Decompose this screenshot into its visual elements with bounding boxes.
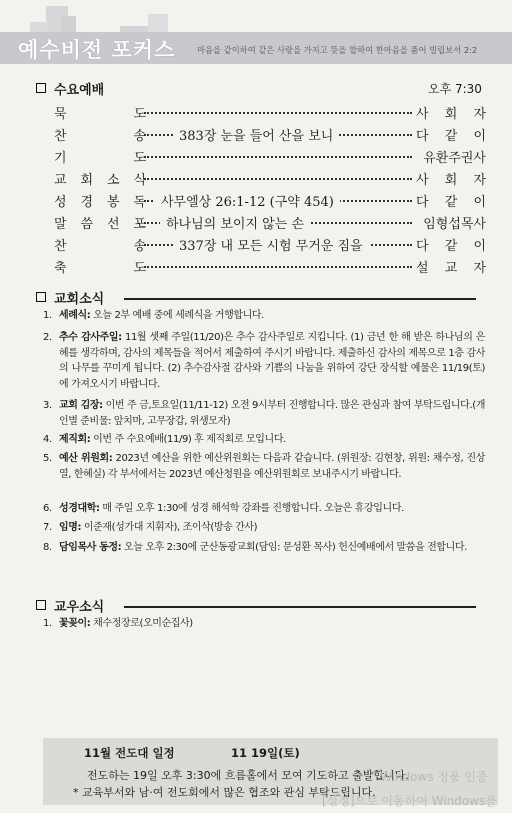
news-text: 채수정장로(오미순집사): [90, 618, 193, 629]
news-text: 오늘 2부 예배 중에 세례식을 거행합니다.: [90, 310, 264, 321]
news-number: 4.: [43, 434, 52, 445]
checkbox-icon: [36, 83, 46, 93]
news-title: 꽃꽂이:: [59, 618, 91, 629]
news-body: [59, 501, 485, 517]
news-title: 임명:: [59, 522, 82, 533]
worship-label: 성 경 봉 독: [54, 195, 146, 210]
news-text: 2023년 예산을 위한 예산위원회는 다음과 같습니다. (위원장: 김현창, 위원: 채수정, 진상열, 한혜실) 각 부서에서는 2023년 예산청원을 예산위원회로 보내주시기 바랍니다.: [59, 453, 485, 480]
watermark-line: [설정]으로 이동하여 Windows를: [322, 794, 497, 808]
leader-dots: [144, 112, 412, 114]
news-title: 교회 김장:: [59, 400, 103, 411]
watermark-line: Windows 정품 인증: [380, 770, 488, 784]
worship-person: 다 같 이: [416, 239, 486, 254]
worship-label: 교 회 소 식: [54, 173, 146, 188]
worship-label: 찬 송: [54, 129, 146, 144]
worship-time: 오후 7:30: [428, 82, 482, 96]
worship-person: 사 회 자: [416, 107, 486, 122]
checkbox-icon: [36, 600, 46, 610]
header-slogan: 마음을 같이하여 같은 사랑을 가지고 뜻을 합하여 한마음을 품어 빌립보서 2:2: [197, 45, 478, 55]
leader-dots: [144, 266, 412, 268]
news-text: 이번 주 금,토요일(11/11-12) 오전 9시부터 진행합니다. 많은 관심과 참여 부탁드립니다.(개인별 준비물: 앞치마, 고무장갑, 위생모자): [59, 400, 485, 427]
header: [0, 0, 512, 68]
member-news-heading: 교우소식: [36, 596, 104, 615]
notice-title: 11월 전도대 일정: [84, 746, 175, 760]
worship-row: [40, 191, 486, 213]
news-number: 3.: [43, 400, 52, 411]
worship-person: 다 같 이: [416, 195, 486, 210]
news-number: 1.: [43, 618, 52, 629]
news-text: 11월 셋째 주일(11/20)은 추수 감사주일로 지킵니다. (1) 금년 한 해 받은 하나님의 은혜를 생각하며, 감사의 제목들을 적어서 제출하여 주시기 바랍니다. 제출하신 감사의 제목으로 1층 감사의 나무를 꾸미게 됩니다. (2) 추수감사절 감사와 기쁨의 나눔을 위하여 강단 장식할 예물은 11/19(토)에 가져오시기 바랍니다.: [59, 332, 485, 390]
worship-label: 찬 송: [54, 239, 146, 254]
worship-row: [40, 103, 486, 125]
news-number: 2.: [43, 332, 52, 343]
worship-label: 기 도: [54, 151, 146, 166]
news-body: [59, 398, 485, 429]
worship-person: 유환주권사: [423, 151, 486, 166]
worship-label: 묵 도: [54, 107, 146, 122]
notice-date: 11 19일(토): [231, 746, 300, 760]
worship-row: [40, 235, 486, 257]
worship-row: [40, 169, 486, 191]
news-title: 담임목사 동정:: [59, 542, 122, 553]
worship-heading: 수요예배: [36, 79, 104, 98]
worship-person: 다 같 이: [416, 129, 486, 144]
worship-row: [40, 213, 486, 235]
news-text: 이번 주 수요예배(11/9) 후 제직회로 모입니다.: [90, 434, 286, 445]
divider: [124, 298, 476, 300]
checkbox-icon: [36, 292, 46, 302]
leader-dots: [144, 178, 412, 180]
church-news-heading: 교회소식: [36, 288, 104, 307]
news-title: 추수 감사주일:: [59, 332, 122, 343]
worship-label: 말 씀 선 포: [54, 217, 146, 232]
news-body: [59, 520, 485, 536]
news-number: 8.: [43, 542, 52, 553]
notice-line: 전도하는 19일 오후 3:30에 흐름홀에서 모여 기도하고 출발합니다.: [87, 769, 409, 782]
news-number: 6.: [43, 503, 52, 514]
notice-line: * 교육부서와 남·여 전도회에서 많은 협조와 관심 부탁드립니다.: [73, 786, 376, 799]
news-text: 이준재(성가대 지휘자), 조이삭(방송 간사): [81, 522, 258, 533]
worship-person: 설 교 자: [416, 261, 486, 276]
leader-dots: [144, 156, 412, 158]
news-number: 5.: [43, 453, 52, 464]
worship-content: 사무엘상 26:1-12 (구약 454): [155, 191, 340, 210]
news-title: 세례식:: [59, 310, 91, 321]
news-number: 7.: [43, 522, 52, 533]
worship-content: 383장 눈을 들어 산을 보니: [173, 125, 339, 144]
page-title: 예수비전 포커스: [18, 38, 176, 62]
worship-row: [40, 257, 486, 279]
worship-row: [40, 125, 486, 147]
news-number: 1.: [43, 310, 52, 321]
worship-content: 하나님의 보이지 않는 손: [160, 213, 310, 232]
news-body: [59, 308, 485, 324]
worship-label: 축 도: [54, 261, 146, 276]
divider: [124, 606, 476, 608]
news-text: 오늘 오후 2:30에 군산동광교회(담임: 문성환 목사) 헌신예배에서 말씀을 전합니다.: [121, 542, 467, 553]
worship-person: 사 회 자: [416, 173, 486, 188]
news-body: [59, 540, 485, 556]
news-title: 성경대학:: [59, 503, 100, 514]
worship-person: 임형섭목사: [423, 217, 486, 232]
worship-content: 337장 내 모든 시험 무거운 짐을: [173, 235, 369, 254]
news-text: 매 주일 오후 1:30에 성경 해석학 강좌를 진행합니다. 오늘은 휴강입니다.: [99, 503, 404, 514]
news-title: 예산 위원회:: [59, 453, 113, 464]
news-body: [59, 330, 485, 392]
news-body: [59, 451, 485, 482]
news-body: [59, 616, 485, 632]
news-title: 제직회:: [59, 434, 91, 445]
worship-row: [40, 147, 486, 169]
news-body: [59, 432, 485, 448]
